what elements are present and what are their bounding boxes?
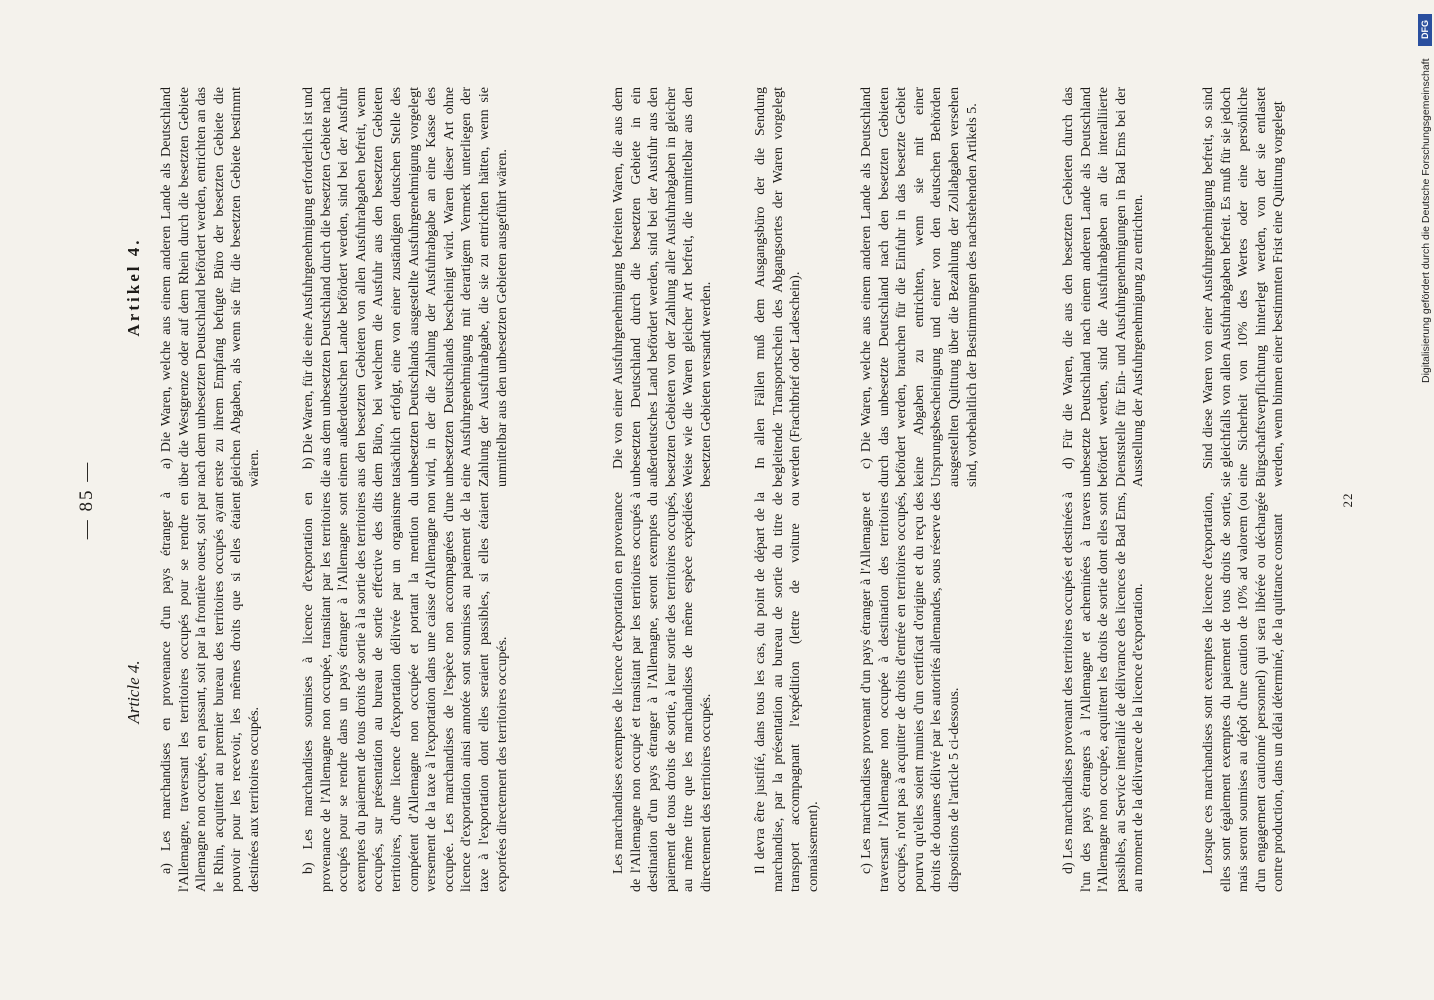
watermark-text: Digitalisierung gefördert durch die Deutsche Forschungsgemeinschaft [1420, 58, 1432, 383]
french-paragraph-b: b) Les marchandises soumises à licence d'exportation en provenance de l'Allemagne non occupée, transitant par les territoires occupés pour se rendre dans un pays étranger à l'Allemagne sont exemptes du paiement de tous droits de sortie à la sortie des territoires occupés, sur présentation au bureau de sortie effective des dits territoires, d'une licence d'exportation délivrée par un organisme compétent d'Allemagne non occupée et portant la mention du versement de la taxe à l'exportation dans une caisse d'Allemagne non occupée. Les marchandises de l'espèce non accompagnées d'une licence d'exportation ainsi annotée sont soumises au paiement de la taxe à l'exportation dont elles seraient passibles, si elles étaient exportées directement des territoires occupés. [301, 492, 510, 892]
french-article-heading: Article 4. [124, 660, 143, 724]
french-paragraph-c: c) Les marchandises provenant d'un pays étranger à l'Allemagne et traversant l'Allemagne non occupée à destination des territoires occupés, n'ont pas à acquitter de droits d'entrée en territoires occupés, pourvu qu'elles soient munies d'un certificat d'origine et du reçu des droits de douanes délivré par les autorités allemandes, sous réserve des dispositions de l'article 5 ci-dessous. [859, 492, 962, 892]
digitization-watermark [1418, 10, 1432, 990]
german-article-heading: Artikel 4. [124, 237, 143, 337]
french-paragraph-b3: Il devra être justifié, dans tous les cas, du point de départ de la marchandise, par la présentation au bureau de sortie du titre de transport accompagnant l'expédition (lettre de voiture ou connaissement). [753, 492, 821, 892]
sheet-number: 22 [1340, 492, 1355, 508]
german-paragraph-b3: In allen Fällen muß dem Ausgangsbüro der die Sendung begleitende Transportschein des Abgangsortes der Waren vorgelegt werden (Frachtbrief oder Ladeschein). [753, 87, 804, 487]
french-paragraph-d: d) Les marchandises provenant des territoires occupés et destinées à l'un des pays étrangers à l'Allemagne et acheminées à travers l'Allemagne non occupée, acquittent les droits de sortie dont elles sont passibles, au Service interallié de délivrance des licences de Bad Ems, au moment de la délivrance de la licence d'exportation. [1061, 492, 1147, 892]
french-paragraph-d2: Lorsque ces marchandises sont exemptes de licence d'exportation, elles sont également exemptes du paiement de tous droits de sortie, mais seront soumises au dépôt d'une caution de 10% ad valorem (ou d'un engagement cautionné personnel) qui sera libérée ou déchargée contre production, dans un délai déterminé, de la quittance constant [1201, 492, 1287, 892]
german-paragraph-d: d) Für die Waren, die aus den besetzten Gebieten durch das unbesetzte Deutschland nach einem anderen Lande als Deutschland befördert werden, sind die Ausfuhrabgaben an die interalliierte Dienststelle für Ein- und Ausfuhrgenehmigungen in Bad Ems bei der Ausstellung der Ausfuhrgenehmigung zu entrichten. [1061, 87, 1147, 487]
german-paragraph-b: b) Die Waren, für die eine Ausfuhrgenehmigung erforderlich ist und die aus dem unbesetzten Deutschland durch die besetzten Gebiete nach einem außerdeutschen Lande befördert werden, sind bei der Ausfuhr aus den besetzten Gebieten von allen Ausfuhrabgaben befreit, wenn dem Büro, bei welchem die Ausfuhr aus den besetzten Gebieten tatsächlich erfolgt, eine von einer zuständigen deutschen Stelle des unbesetzten Deutschlands ausgestellte Ausfuhrgenehmigung vorgelegt wird, in der die Zahlung der Ausfuhrabgabe an eine Kasse des unbesetzten Deutschlands bescheinigt wird. Waren dieser Art ohne eine Ausfuhrgenehmigung mit derartigem Vermerk unterliegen der Zahlung der Ausfuhrabgabe, die sie zu entrichten hätten, wenn sie unmittelbar aus den unbesetzten Gebieten ausgeführt wären. [301, 87, 510, 487]
page-number: — 85 — [76, 460, 97, 540]
dfg-logo-icon: DFG [1418, 14, 1432, 46]
german-paragraph-c: c) Die Waren, welche aus einem anderen Lande als Deutschland durch das unbesetzte Deutschland nach den besetzten Gebieten befördert werden, brauchen für die Einfuhr in das besetzte Gebiet keine Abgaben zu entrichten, wenn sie mit einer Ursprungsbescheinigung und einer von den deutschen Behörden ausgestellten Quittung über die Bezahlung der Zollabgaben versehen sind, vorbehaltlich der Bestimmungen des nachstehenden Artikels 5. [859, 87, 980, 487]
german-paragraph-a: a) Die Waren, welche aus einem anderen Lande als Deutschland über die Westgrenze oder auf dem Rhein durch die besetzten Gebiete nach dem unbesetzten Deutschland befördert werden, entrichten an das erste zu ihrem Empfang befugte Büro der besetzten Gebiete die gleichen Abgaben, als wenn sie für die besetzten Gebiete bestimmt wären. [159, 87, 262, 487]
french-paragraph-a: a) Les marchandises en provenance d'un pays étranger à l'Allemagne, traversant les territoires occupés pour se rendre en Allemagne non occupée, en passant, soit par la frontière ouest, soit par le Rhin, acquittent au premier bureau des territoires occupés ayant pouvoir pour les recevoir, les mêmes droits que si elles étaient destinées aux territoires occupés. [159, 492, 262, 892]
german-paragraph-b2: Die von einer Ausfuhrgenehmigung befreiten Waren, die aus dem unbesetzten Deutschland durch die besetzten Gebiete in ein außerdeutsches Land befördert werden, sind bei der Ausfuhr aus den besetzten Gebieten von der Zahlung aller Ausfuhrabgaben in gleicher Weise wie die Waren gleicher Art befreit, die unmittelbar aus den besetzten Gebieten versandt werden. [611, 87, 714, 487]
german-paragraph-d2: Sind diese Waren von einer Ausfuhrgenehmigung befreit, so sind sie gleichfalls von allen Ausfuhrabgaben befreit. Es muß für sie jedoch eine Sicherheit von 10% des Wertes oder eine persönliche Bürgschaftsverpflichtung hinterlegt werden, von der sie entlastet werden, wenn binnen einer bestimmten Frist eine Quittung vorgelegt [1201, 87, 1287, 487]
french-paragraph-b2: Les marchandises exemptes de licence d'exportation en provenance de l'Allemagne non occupé et transitant par les territoires occupés à destination d'un pays étranger à l'Allemagne, seront exemptes du paiement de tous droits de sortie, à leur sortie des territoires occupés, au même titre que les marchandises de même espèce expédiées directement des territoires occupés. [611, 492, 714, 892]
